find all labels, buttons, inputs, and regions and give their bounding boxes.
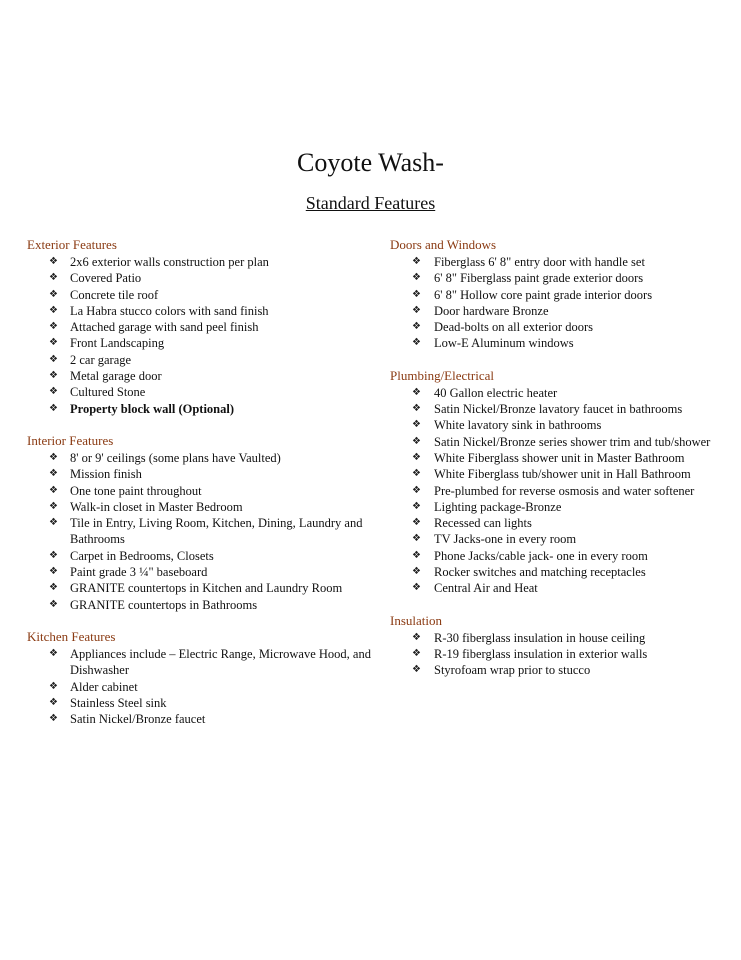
bullet-icon: ❖ bbox=[412, 647, 421, 659]
feature-item bbox=[390, 319, 735, 335]
feature-text: Rocker switches and matching receptacles bbox=[434, 565, 646, 580]
feature-section bbox=[390, 613, 735, 679]
bullet-icon: ❖ bbox=[412, 272, 421, 284]
bullet-icon: ❖ bbox=[412, 582, 421, 594]
feature-item bbox=[390, 515, 735, 531]
bullet-icon: ❖ bbox=[412, 321, 421, 333]
bullet-icon: ❖ bbox=[49, 647, 58, 659]
feature-text: 40 Gallon electric heater bbox=[434, 385, 558, 400]
bullet-icon: ❖ bbox=[49, 337, 58, 349]
bullet-icon: ❖ bbox=[412, 304, 421, 316]
bullet-icon: ❖ bbox=[49, 696, 58, 708]
feature-item bbox=[27, 548, 377, 564]
feature-text: Satin Nickel/Bronze series shower trim and tub/shower bbox=[434, 434, 711, 449]
feature-item bbox=[390, 499, 735, 515]
feature-item bbox=[27, 515, 377, 548]
bullet-icon: ❖ bbox=[412, 256, 421, 267]
feature-item bbox=[390, 483, 735, 499]
bullet-icon: ❖ bbox=[49, 256, 58, 267]
bullet-icon: ❖ bbox=[412, 549, 421, 561]
feature-text: Appliances include – Electric Range, Microwave Hood, and Dishwasher bbox=[70, 646, 371, 678]
bullet-icon: ❖ bbox=[49, 304, 58, 316]
section-heading: Interior Features bbox=[27, 432, 114, 448]
feature-item bbox=[390, 466, 735, 482]
right-column bbox=[390, 237, 735, 695]
feature-text: Paint grade 3 ¼" baseboard bbox=[70, 565, 208, 580]
bullet-icon: ❖ bbox=[49, 402, 58, 414]
feature-list bbox=[27, 450, 377, 613]
feature-text: GRANITE countertops in Bathrooms bbox=[70, 597, 258, 612]
bullet-icon: ❖ bbox=[49, 386, 58, 398]
feature-item bbox=[27, 597, 377, 613]
feature-list bbox=[390, 254, 735, 352]
feature-text: 6' 8" Hollow core paint grade interior doors bbox=[434, 287, 653, 302]
feature-text: White Fiberglass shower unit in Master Bathroom bbox=[434, 450, 685, 465]
feature-item bbox=[390, 254, 735, 270]
feature-item bbox=[27, 711, 377, 727]
bullet-icon: ❖ bbox=[412, 484, 421, 496]
bullet-icon: ❖ bbox=[412, 288, 421, 300]
feature-text: Door hardware Bronze bbox=[434, 303, 549, 318]
section-heading: Kitchen Features bbox=[27, 628, 116, 644]
feature-section bbox=[27, 433, 377, 613]
feature-item bbox=[27, 466, 377, 482]
feature-item bbox=[27, 401, 377, 417]
feature-item bbox=[390, 630, 735, 646]
feature-item bbox=[27, 270, 377, 286]
bullet-icon: ❖ bbox=[412, 533, 421, 545]
feature-text: Recessed can lights bbox=[434, 516, 532, 531]
feature-list bbox=[27, 254, 377, 417]
feature-text: Carpet in Bedrooms, Closets bbox=[70, 548, 214, 563]
feature-section bbox=[390, 368, 735, 597]
bullet-icon: ❖ bbox=[412, 468, 421, 480]
feature-text: Cultured Stone bbox=[70, 385, 146, 400]
feature-item bbox=[390, 662, 735, 678]
bullet-icon: ❖ bbox=[49, 549, 58, 561]
feature-text: R-30 fiberglass insulation in house ceiling bbox=[434, 630, 646, 645]
bullet-icon: ❖ bbox=[412, 631, 421, 643]
bullet-icon: ❖ bbox=[412, 419, 421, 431]
feature-text: Lighting package-Bronze bbox=[434, 499, 562, 514]
feature-item bbox=[27, 646, 377, 679]
bullet-icon: ❖ bbox=[49, 713, 58, 725]
bullet-icon: ❖ bbox=[412, 337, 421, 349]
bullet-icon: ❖ bbox=[49, 566, 58, 578]
feature-item bbox=[390, 450, 735, 466]
feature-text: Concrete tile roof bbox=[70, 287, 159, 302]
feature-item bbox=[390, 401, 735, 417]
feature-text: R-19 fiberglass insulation in exterior walls bbox=[434, 646, 648, 661]
bullet-icon: ❖ bbox=[49, 451, 58, 463]
feature-text: Mission finish bbox=[70, 467, 142, 482]
feature-item bbox=[27, 319, 377, 335]
feature-text: Front Landscaping bbox=[70, 336, 165, 351]
bullet-icon: ❖ bbox=[49, 680, 58, 692]
section-heading: Insulation bbox=[390, 612, 442, 628]
feature-text: GRANITE countertops in Kitchen and Laundry Room bbox=[70, 581, 343, 596]
feature-text: White lavatory sink in bathrooms bbox=[434, 418, 602, 433]
bullet-icon: ❖ bbox=[49, 288, 58, 300]
feature-item bbox=[27, 335, 377, 351]
feature-text: 2 car garage bbox=[70, 352, 132, 367]
feature-item bbox=[27, 368, 377, 384]
left-column bbox=[27, 237, 377, 743]
feature-text: 2x6 exterior walls construction per plan bbox=[70, 255, 269, 269]
feature-item bbox=[27, 499, 377, 515]
bullet-icon: ❖ bbox=[49, 272, 58, 284]
feature-item bbox=[27, 352, 377, 368]
feature-text: One tone paint throughout bbox=[70, 483, 202, 498]
feature-item bbox=[390, 335, 735, 351]
feature-section bbox=[27, 629, 377, 727]
feature-item bbox=[390, 270, 735, 286]
bullet-icon: ❖ bbox=[412, 403, 421, 415]
section-heading: Plumbing/Electrical bbox=[390, 367, 494, 383]
feature-text: Alder cabinet bbox=[70, 679, 138, 694]
bullet-icon: ❖ bbox=[49, 353, 58, 365]
feature-text: Satin Nickel/Bronze faucet bbox=[70, 712, 206, 727]
feature-text: 6' 8" Fiberglass paint grade exterior doors bbox=[434, 271, 644, 286]
bullet-icon: ❖ bbox=[49, 517, 58, 529]
feature-list bbox=[27, 646, 377, 727]
feature-item bbox=[27, 483, 377, 499]
feature-item bbox=[27, 450, 377, 466]
feature-text: Property block wall (Optional) bbox=[70, 401, 235, 416]
feature-text: Fiberglass 6' 8" entry door with handle set bbox=[434, 255, 645, 269]
feature-text: Stainless Steel sink bbox=[70, 695, 167, 710]
bullet-icon: ❖ bbox=[49, 582, 58, 594]
feature-text: La Habra stucco colors with sand finish bbox=[70, 303, 269, 318]
feature-section bbox=[27, 237, 377, 417]
bullet-icon: ❖ bbox=[412, 386, 421, 398]
feature-item bbox=[27, 303, 377, 319]
feature-text: Walk-in closet in Master Bedroom bbox=[70, 499, 243, 514]
document-subtitle: Standard Features bbox=[305, 193, 436, 213]
feature-item bbox=[390, 434, 735, 450]
feature-item bbox=[390, 287, 735, 303]
feature-item bbox=[27, 580, 377, 596]
bullet-icon: ❖ bbox=[49, 598, 58, 610]
feature-item bbox=[390, 531, 735, 547]
feature-text: Satin Nickel/Bronze lavatory faucet in bathrooms bbox=[434, 402, 683, 417]
bullet-icon: ❖ bbox=[49, 468, 58, 480]
feature-text: Attached garage with sand peel finish bbox=[70, 320, 259, 335]
bullet-icon: ❖ bbox=[49, 321, 58, 333]
feature-item bbox=[27, 384, 377, 400]
bullet-icon: ❖ bbox=[412, 500, 421, 512]
feature-text: Tile in Entry, Living Room, Kitchen, Dining, Laundry and Bathrooms bbox=[70, 516, 363, 547]
feature-text: Pre-plumbed for reverse osmosis and water softener bbox=[434, 483, 695, 498]
feature-item bbox=[390, 646, 735, 662]
bullet-icon: ❖ bbox=[412, 566, 421, 578]
feature-item bbox=[390, 303, 735, 319]
feature-item bbox=[27, 564, 377, 580]
feature-text: Phone Jacks/cable jack- one in every room bbox=[434, 548, 648, 563]
bullet-icon: ❖ bbox=[412, 435, 421, 447]
feature-text: Covered Patio bbox=[70, 271, 142, 286]
feature-item bbox=[390, 580, 735, 596]
bullet-icon: ❖ bbox=[49, 370, 58, 382]
feature-text: 8' or 9' ceilings (some plans have Vaulted) bbox=[70, 450, 281, 465]
feature-text: Dead-bolts on all exterior doors bbox=[434, 320, 593, 335]
section-heading: Exterior Features bbox=[27, 237, 117, 252]
feature-item bbox=[27, 254, 377, 270]
feature-item bbox=[27, 695, 377, 711]
feature-item bbox=[390, 564, 735, 580]
document-title: Coyote Wash- bbox=[297, 148, 444, 177]
feature-item bbox=[390, 417, 735, 433]
feature-text: Low-E Aluminum windows bbox=[434, 336, 574, 351]
feature-item bbox=[27, 679, 377, 695]
feature-text: Central Air and Heat bbox=[434, 581, 538, 596]
feature-list bbox=[390, 630, 735, 679]
feature-item bbox=[390, 548, 735, 564]
feature-list bbox=[390, 385, 735, 597]
bullet-icon: ❖ bbox=[412, 451, 421, 463]
feature-text: White Fiberglass tub/shower unit in Hall Bathroom bbox=[434, 467, 691, 482]
bullet-icon: ❖ bbox=[412, 664, 421, 676]
feature-item bbox=[27, 287, 377, 303]
bullet-icon: ❖ bbox=[49, 484, 58, 496]
feature-text: TV Jacks-one in every room bbox=[434, 532, 577, 547]
feature-text: Metal garage door bbox=[70, 369, 162, 384]
bullet-icon: ❖ bbox=[412, 517, 421, 529]
section-heading: Doors and Windows bbox=[390, 237, 497, 252]
feature-section bbox=[390, 237, 735, 352]
feature-text: Styrofoam wrap prior to stucco bbox=[434, 663, 591, 678]
feature-item bbox=[390, 385, 735, 401]
bullet-icon: ❖ bbox=[49, 500, 58, 512]
